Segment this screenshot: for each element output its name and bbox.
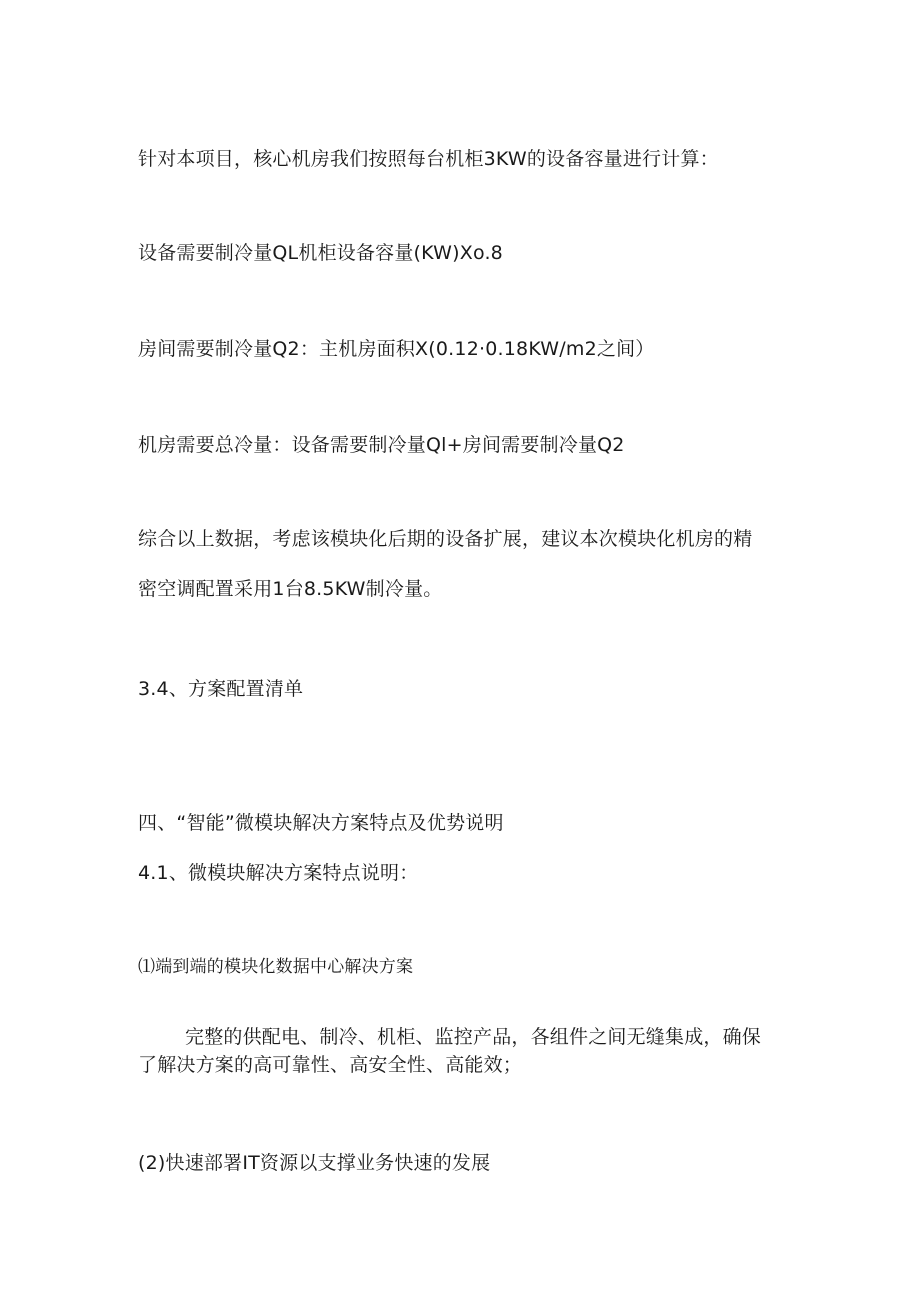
paragraph-item-1-line-2: 了解决方案的高可靠性、高安全性、高能效； [138,1054,523,1076]
paragraph-conclusion-line-2: 密空调配置采用1台8.5KW制冷量。 [138,578,443,600]
paragraph-conclusion-line-1: 综合以上数据，考虑该模块化后期的设备扩展，建议本次模块化机房的精 [138,528,753,550]
heading-section-3-4: 3.4、方案配置清单 [138,678,304,700]
formula-equipment-cooling: 设备需要制冷量QL机柜设备容量(KW)Xo.8 [138,242,503,264]
heading-chapter-4: 四、“智能”微模块解决方案特点及优势说明 [138,812,504,834]
formula-total-cooling: 机房需要总冷量：设备需要制冷量Ql+房间需要制冷量Q2 [138,434,625,456]
heading-section-4-1: 4.1、微模块解决方案特点说明： [138,862,419,884]
paragraph-item-1-line-1: 完整的供配电、制冷、机柜、监控产品，各组件之间无缝集成，确保 [185,1026,762,1048]
list-item-2-title: (2)快速部署IT资源以支撑业务快速的发展 [138,1152,491,1174]
paragraph-capacity-calculation: 针对本项目，核心机房我们按照每台机柜3KW的设备容量进行计算： [138,148,719,170]
formula-room-cooling: 房间需要制冷量Q2：主机房面积X(0.12·0.18KW/m2之间） [138,338,655,360]
list-item-1-title: ⑴端到端的模块化数据中心解决方案 [138,957,414,977]
